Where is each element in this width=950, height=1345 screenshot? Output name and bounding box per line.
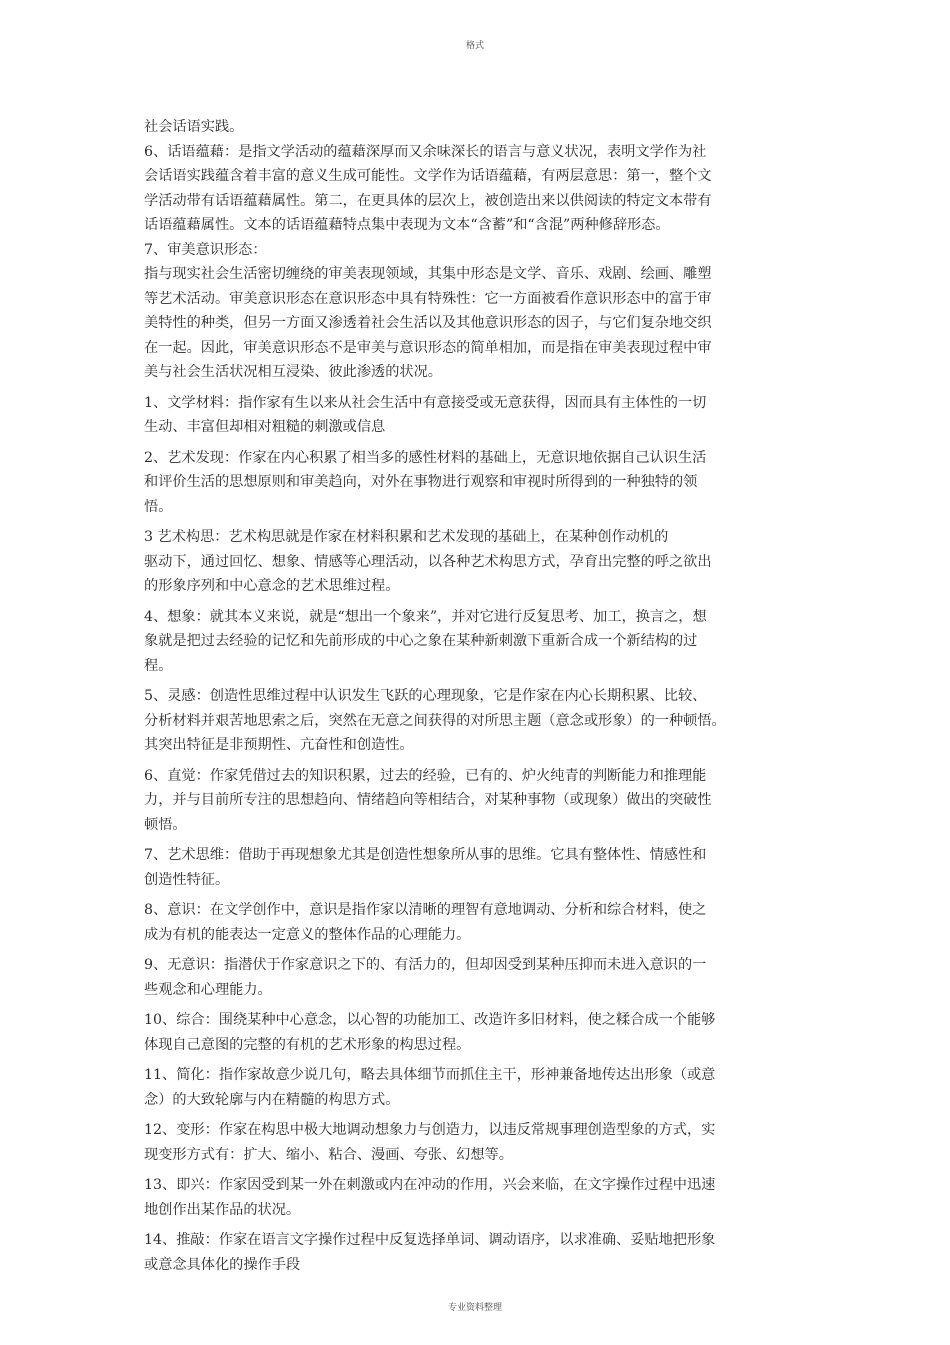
text-line: 创造性特征。: [144, 871, 230, 888]
paragraph: [144, 1008, 794, 1057]
text-line: 和评价生活的思想原则和审美趋向，对外在事物进行观察和审视时所得到的一种独特的领: [144, 474, 698, 490]
text-line: 成为有机的能表达一定意义的整体作品的心理能力。: [144, 926, 471, 943]
text-line: 14、推敲：作家在语言文字操作过程中反复选择单词、调动语序，以求准确、妥贴地把形象: [144, 1232, 716, 1248]
text-line: 些观念和心理能力。: [144, 981, 272, 998]
text-line: 6、直觉：作家凭借过去的知识积累，过去的经验，已有的、炉火纯青的判断能力和推理能: [144, 767, 707, 784]
text-line: 社会话语实践。: [144, 119, 244, 135]
paragraph: [144, 1118, 794, 1167]
text-line: 的形象序列和中心意念的艺术思维过程。: [144, 578, 400, 594]
paragraph: [144, 605, 794, 679]
paragraph: [144, 764, 794, 838]
text-line: 美特性的种类，但另一方面又渗透着社会生活以及其他意识形态的因子，与它们复杂地交织: [144, 315, 712, 331]
paragraph: [144, 684, 794, 758]
text-line: 8、意识：在文学创作中，意识是指作家以清晰的理智有意地调动、分析和综合材料，使之: [144, 902, 707, 918]
text-line: 悟。: [144, 498, 173, 515]
text-line: 9、无意识：指潜伏于作家意识之下的、有活力的，但却因受到某种压抑而未进入意识的一: [144, 957, 707, 973]
text-line: 现变形方式有：扩大、缩小、粘合、漫画、夸张、幻想等。: [144, 1146, 513, 1163]
text-line: 3 艺术构思：艺术构思就是作家在材料积累和艺术发现的基础上，在某种创作动机的: [144, 529, 669, 545]
text-line: 分析材料并艰苦地思索之后，突然在无意之间获得的对所思主题（意念或形象）的一种顿悟。: [144, 712, 726, 729]
text-line: 生动、丰富但却相对粗糙的刺激或信息: [144, 419, 386, 435]
text-line: 顿悟。: [144, 816, 187, 833]
text-line: 7、艺术思维：借助于再现想象尤其是创造性想象所从事的思维。它具有整体性、情感性和: [144, 847, 707, 863]
text-line: 1、文学材料：指作家有生以来从社会生活中有意接受或无意获得，因而具有主体性的一切: [144, 394, 707, 411]
paragraph: [144, 953, 794, 1002]
text-line: 5、灵感：创造性思维过程中认识发生飞跃的心理现象，它是作家在内心长期积累、比较、: [144, 688, 707, 704]
paragraph: [144, 898, 794, 947]
text-line: 在一起。因此，审美意识形态不是审美与意识形态的简单相加，而是指在审美表现过程中审: [144, 339, 712, 356]
text-line: 地创作出某作品的状况。: [144, 1201, 301, 1218]
paragraph: [144, 525, 794, 599]
text-line: 12、变形：作家在构思中极大地调动想象力与创造力，以违反常规事理创造型象的方式，实: [144, 1122, 716, 1138]
paragraph: [144, 1063, 794, 1112]
text-line: 6、话语蕴藉：是指文学活动的蕴藉深厚而又余味深长的语言与意义状况，表明文学作为社: [144, 143, 707, 160]
text-line: 等艺术活动。审美意识形态在意识形态中具有特殊性：它一方面被看作意识形态中的富于审: [144, 290, 712, 307]
text-line: 美与社会生活状况相互浸染、彼此渗透的状况。: [144, 364, 442, 380]
page-header: 格式: [465, 41, 484, 51]
text-line: 象就是把过去经验的记忆和先前形成的中心之象在某种新刺激下重新合成一个新结构的过: [144, 633, 698, 649]
paragraph: [144, 1228, 794, 1277]
text-line: 体现自己意图的完整的有机的艺术形象的构思过程。: [144, 1036, 471, 1053]
text-line: 2、艺术发现：作家在内心积累了相当多的感性材料的基础上，无意识地依据自己认识生活: [144, 449, 707, 466]
paragraph: [144, 446, 794, 520]
text-line: 程。: [144, 657, 173, 674]
text-line: 7、审美意识形态：: [144, 241, 267, 258]
document-body: [144, 115, 794, 1283]
paragraph: [144, 140, 794, 238]
text-line: 11、简化：指作家故意少说几句，略去具体细节而抓住主干，形神兼备地传达出形象（或意: [144, 1067, 716, 1083]
paragraph: [144, 238, 794, 385]
text-line: 念）的大致轮廓与内在精髓的构思方式。: [144, 1091, 400, 1108]
text-line: 话语蕴藉属性。文本的话语蕴藉特点集中表现为文本“含蓄”和“含混”两种修辞形态。: [144, 217, 670, 233]
paragraph: [144, 843, 794, 892]
paragraph: [144, 115, 794, 140]
paragraph: [144, 1173, 794, 1222]
paragraph: [144, 391, 794, 440]
page-footer: 专业资料整理: [447, 1303, 502, 1313]
text-line: 指与现实社会生活密切缠绕的审美表现领域，其集中形态是文学、音乐、戏剧、绘画、雕塑: [144, 266, 712, 282]
text-line: 13、即兴：作家因受到某一外在刺激或内在冲动的作用，兴会来临，在文字操作过程中迅速: [144, 1177, 716, 1193]
text-line: 或意念具体化的操作手段: [144, 1256, 301, 1273]
text-line: 会话语实践蕴含着丰富的意义生成可能性。文学作为话语蕴藉，有两层意思：第一，整个文: [144, 168, 712, 184]
text-line: 其突出特征是非预期性、亢奋性和创造性。: [144, 737, 414, 753]
text-line: 力，并与目前所专注的思想趋向、情绪趋向等相结合，对某种事物（或现象）做出的突破性: [144, 792, 712, 808]
text-line: 4、想象：就其本义来说，就是“想出一个象来”，并对它进行反复思考、加工，换言之，想: [144, 608, 707, 625]
text-line: 10、综合：围绕某种中心意念，以心智的功能加工、改造许多旧材料，使之糅合成一个能够: [144, 1012, 716, 1028]
text-line: 学活动带有话语蕴藉属性。第二，在更具体的层次上，被创造出来以供阅读的特定文本带有: [144, 192, 712, 209]
text-line: 驱动下，通过回忆、想象、情感等心理活动，以各种艺术构思方式，孕育出完整的呼之欲出: [144, 553, 712, 570]
